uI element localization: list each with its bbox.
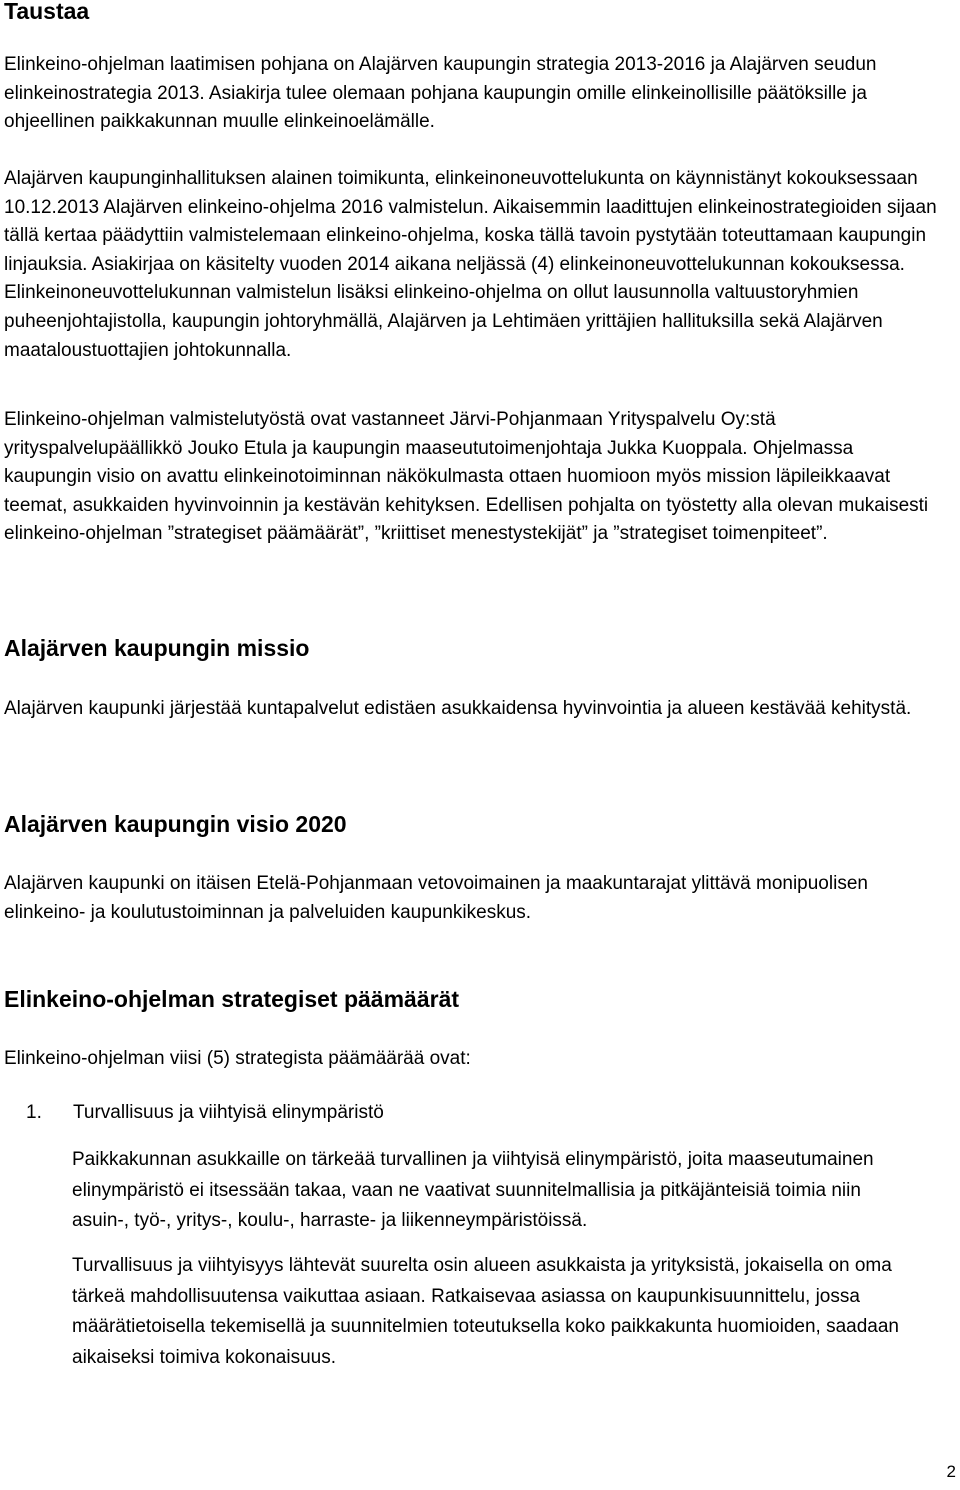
goal-1-paragraph-2: Turvallisuus ja viihtyisyys lähtevät suurelta osin alueen asukkaista ja yrityksistä, jokaisella on oma tärkeä mahdollisuutensa vaikuttaa asiaan. Ratkaisevaa asiassa on kaupunkisuunnittelu, jossa määrätietoisella tekemisellä ja suunnitelmien toteutuksella koko paikkakunta huomioiden, saadaan aikaiseksi toimiva kokonaisuus. — [72, 1255, 899, 1368]
background-paragraph-2: Alajärven kaupunginhallituksen alainen toimikunta, elinkeinoneuvottelukunta on käynnistänyt kokouksessaan 10.12.2013 Alajärven elinkeino-ohjelma 2016 valmistelun. Aikaisemmin laadittujen elinkeinostrategioiden sijaan tällä kertaa päädyttiin valmistelemaan elinkeino-ohjelma, koska tällä tavoin pystytään toteuttamaan kaupungin linjauksia. Asiakirjaa on käsitelty vuoden 2014 aikana neljässä (4) elinkeinoneuvottelukunnan kokouksessa. Elinkeinoneuvottelukunnan valmistelun lisäksi elinkeino-ohjelma on ollut lausunnolla valtuustoryhmien puheenjohtajistolla, kaupungin johtoryhmällä, Alajärven ja Lehtimäen yrittäjien hallituksilla sekä Alajärven maataloustuottajien johtokunnalla. — [4, 168, 937, 361]
section-heading-mission: Alajärven kaupungin missio — [4, 635, 310, 661]
section-heading-vision: Alajärven kaupungin visio 2020 — [4, 811, 347, 837]
section-heading-taustaa: Taustaa — [4, 0, 90, 24]
vision-text: Alajärven kaupunki on itäisen Etelä-Pohjanmaan vetovoimainen ja maakuntarajat ylittävä monipuolisen elinkeino- ja koulutustoiminnan ja palveluiden kaupunkikeskus. — [4, 873, 868, 923]
goal-item-title: Turvallisuus ja viihtyisä elinympäristö — [73, 1102, 384, 1123]
goal-item-1 — [26, 1100, 926, 1130]
goals-intro: Elinkeino-ohjelman viisi (5) strategista päämäärää ovat: — [4, 1048, 471, 1069]
goal-1-paragraph-1: Paikkakunnan asukkaille on tärkeää turvallinen ja viihtyisä elinympäristö, joita maaseutumainen elinympäristö ei itsessään takaa, vaan ne vaativat suunnitelmallisia ja pitkäjänteisiä toimia niin asuin-, työ-, yritys-, koulu-, harraste- ja liikenneympäristöissä. — [72, 1149, 874, 1231]
mission-text: Alajärven kaupunki järjestää kuntapalvelut edistäen asukkaidensa hyvinvointia ja alueen kestävää kehitystä. — [4, 698, 912, 719]
section-heading-goals: Elinkeino-ohjelman strategiset päämäärät — [4, 986, 460, 1012]
page-number: 2 — [946, 1462, 956, 1481]
background-paragraph-3: Elinkeino-ohjelman valmistelutyöstä ovat vastanneet Järvi-Pohjanmaan Yrityspalvelu Oy:stä yrityspalvelupäällikkö Jouko Etula ja kaupungin maaseututoimenjohtaja Jukka Kuoppala. Ohjelmassa kaupungin visio on avattu elinkeinotoiminnan näkökulmasta ottaen huomioon myös mission läpileikkaavat teemat, asukkaiden hyvinvoinnin ja kestävän kehityksen. Edellisen pohjalta on työstetty alla olevan mukaisesti elinkeino-ohjelman ”strategiset päämäärät”, ”kriittiset menestystekijät” ja ”strategiset toimenpiteet”. — [4, 409, 929, 545]
goal-item-number: 1. — [26, 1102, 42, 1123]
background-paragraph-1: Elinkeino-ohjelman laatimisen pohjana on Alajärven kaupungin strategia 2013-2016 ja Alajärven seudun elinkeinostrategia 2013. Asiakirja tulee olemaan pohjana kaupungin omille elinkeinollisille päätöksille ja ohjeellinen paikkakunnan muulle elinkeinoelämälle. — [4, 54, 877, 133]
